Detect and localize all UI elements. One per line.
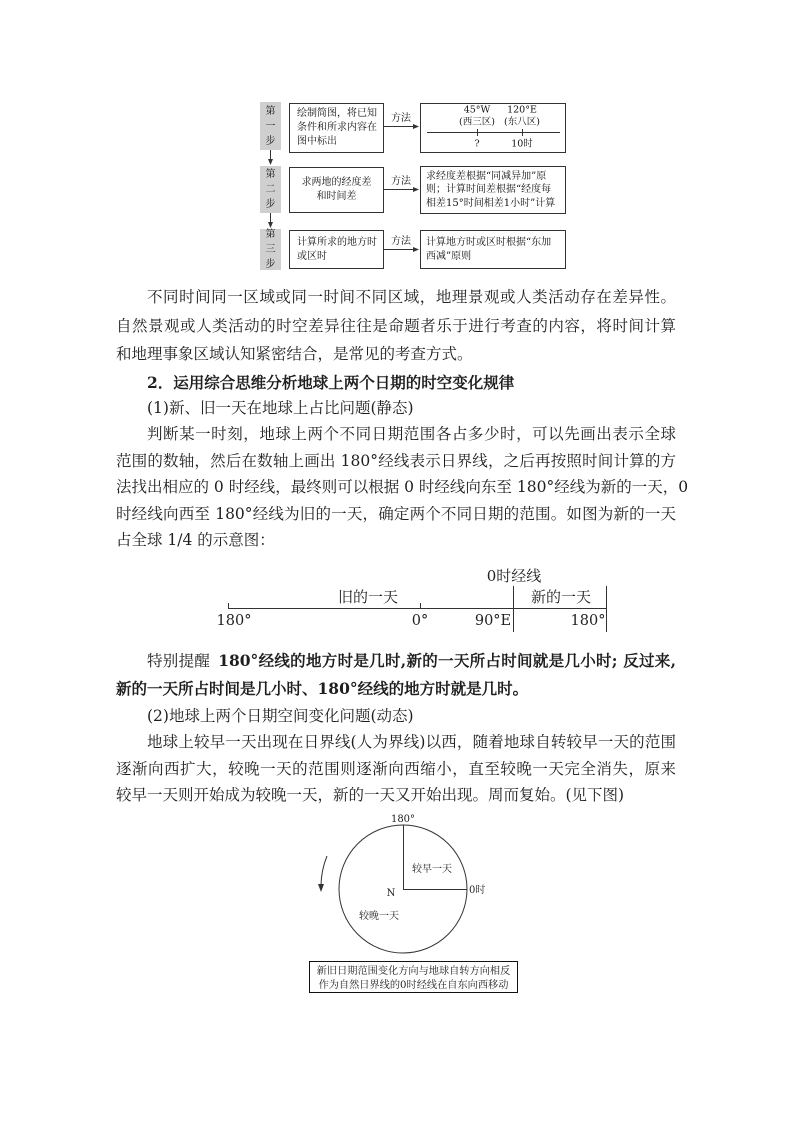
step-2-method-box xyxy=(420,166,566,214)
rotation-arrow-arc xyxy=(321,856,327,885)
step-3-task-line: 计算所求的地方时 xyxy=(297,236,377,248)
earlier-day-label: 较早一天 xyxy=(412,864,452,875)
step-3-method-line: 西减”原则 xyxy=(426,250,472,262)
step-3-method-line: 计算地方时或区时根据“东加 xyxy=(426,236,552,248)
paragraph-line: 时经线向西至 180°经线为旧的一天，确定两个不同日期的范围。如图为新的一天 xyxy=(116,504,676,523)
paragraph-line: 不同时间同一区域或同一时间不同区域，地理景观或人类活动存在差异性。 xyxy=(147,287,676,306)
paragraph-line: 法找出相应的 0 时经线，最终则可以根据 0 时经线向东至 180°经线为新的一天，0 xyxy=(116,477,689,496)
tick-label: 180° xyxy=(570,613,606,629)
sketch-east-longitude: 120°E xyxy=(507,104,537,116)
step-1-task-line: 图中标出 xyxy=(297,136,337,147)
sketch-east-zone: (东八区) xyxy=(504,116,540,128)
paragraph-line: 占全球 1/4 的示意图： xyxy=(116,530,275,549)
step-1-method-label: 方法 xyxy=(391,113,411,124)
sketch-west-zone: (西三区) xyxy=(459,116,495,128)
paragraph-line: 自然景观或人类活动的时空差异往往是命题者乐于进行考查的内容，将时间计算 xyxy=(116,316,676,335)
step-3-method-label: 方法 xyxy=(391,236,411,247)
step-1-to-2-arrowhead xyxy=(268,159,273,165)
tip-text: 180°经线的地方时是几时,新的一天所占时间就是几小时; 反过来, xyxy=(218,650,676,670)
tip-label: 特别提醒 xyxy=(147,651,211,670)
zero-hour-label: 0时 xyxy=(469,885,486,896)
time-calculation-flowchart xyxy=(255,98,571,276)
step-2-method-line: 求经度差根据“同减异加”原 xyxy=(426,170,547,182)
sketch-east-time: 10时 xyxy=(511,138,533,150)
date-range-number-line xyxy=(210,560,620,640)
paragraph-line: 较早一天则开始成为较晚一天，新的一天又开始出现。周而复始。(见下图) xyxy=(116,785,625,804)
tick-label: 0° xyxy=(411,613,429,629)
caption-line: 新旧日期范围变化方向与地球自转方向相反 xyxy=(316,966,511,977)
step-3-tag xyxy=(260,229,281,270)
caption-line: 作为自然日界线的0时经线在自东向西移动 xyxy=(318,980,509,991)
old-day-label: 旧的一天 xyxy=(337,588,399,606)
meridian-180-label: 180° xyxy=(390,814,416,825)
north-pole-label: N xyxy=(386,888,396,899)
subsection-title-dynamic: (2)地球上两个日期空间变化问题(动态) xyxy=(147,706,414,725)
step-3-label: 第三步 xyxy=(265,229,276,270)
step-3-task-line: 或区时 xyxy=(297,250,327,262)
step-3-method-box xyxy=(420,230,566,269)
step-2-method-line: 相差15°时间相差1小时”计算 xyxy=(426,197,556,209)
step-1-task-line: 绘制简图，将已知 xyxy=(297,108,377,119)
step-2-method-label: 方法 xyxy=(391,176,411,187)
paragraph-line: 范围的数轴，然后在数轴上画出 180°经线表示日界线，之后再按照时间计算的方 xyxy=(116,451,676,470)
subsection-title-static: (1)新、旧一天在地球上占比问题(静态) xyxy=(147,398,414,417)
tip-text: 新的一天所占时间是几小时、180°经线的地方时就是几时。 xyxy=(116,678,529,698)
step-1-task-line: 条件和所求内容在 xyxy=(297,122,377,133)
tick-label: 180° xyxy=(216,613,252,629)
paragraph-line: 和地理事象区域认知紧密结合，是常见的考查方式。 xyxy=(116,344,473,363)
section-heading: 2．运用综合思维分析地球上两个日期的时空变化规律 xyxy=(147,372,515,392)
new-day-label: 新的一天 xyxy=(530,588,592,606)
step-2-task-line: 求两地的经度差 xyxy=(301,177,372,188)
tip-line xyxy=(147,647,676,674)
sketch-west-time: ? xyxy=(474,138,480,150)
zero-hour-meridian-label: 0时经线 xyxy=(486,567,542,585)
step-2-method-line: 则；计算时间差根据“经度每 xyxy=(426,184,552,196)
rotation-arrowhead xyxy=(318,884,324,892)
step-2-label: 第二步 xyxy=(265,169,276,210)
sketch-west-longitude: 45°W xyxy=(463,104,491,116)
step-2-tag xyxy=(260,166,281,213)
step-3-task-box xyxy=(289,230,384,269)
paragraph-line: 判断某一时刻，地球上两个不同日期范围各占多少时，可以先画出表示全球 xyxy=(147,424,676,443)
date-change-polar-diagram xyxy=(300,806,530,1000)
tick-label: 90°E xyxy=(474,613,512,629)
paragraph-line: 地球上较早一天出现在日界线(人为界线)以西，随着地球自转较早一天的范围 xyxy=(147,732,676,751)
later-day-label: 较晚一天 xyxy=(359,911,399,922)
step-2-task-box xyxy=(289,167,384,213)
paragraph-line: 逐渐向西扩大，较晚一天的范围则逐渐向西缩小，直至较晚一天完全消失，原来 xyxy=(116,759,676,778)
step-2-task-line: 和时间差 xyxy=(316,191,357,202)
step-1-label: 第一步 xyxy=(265,105,276,147)
